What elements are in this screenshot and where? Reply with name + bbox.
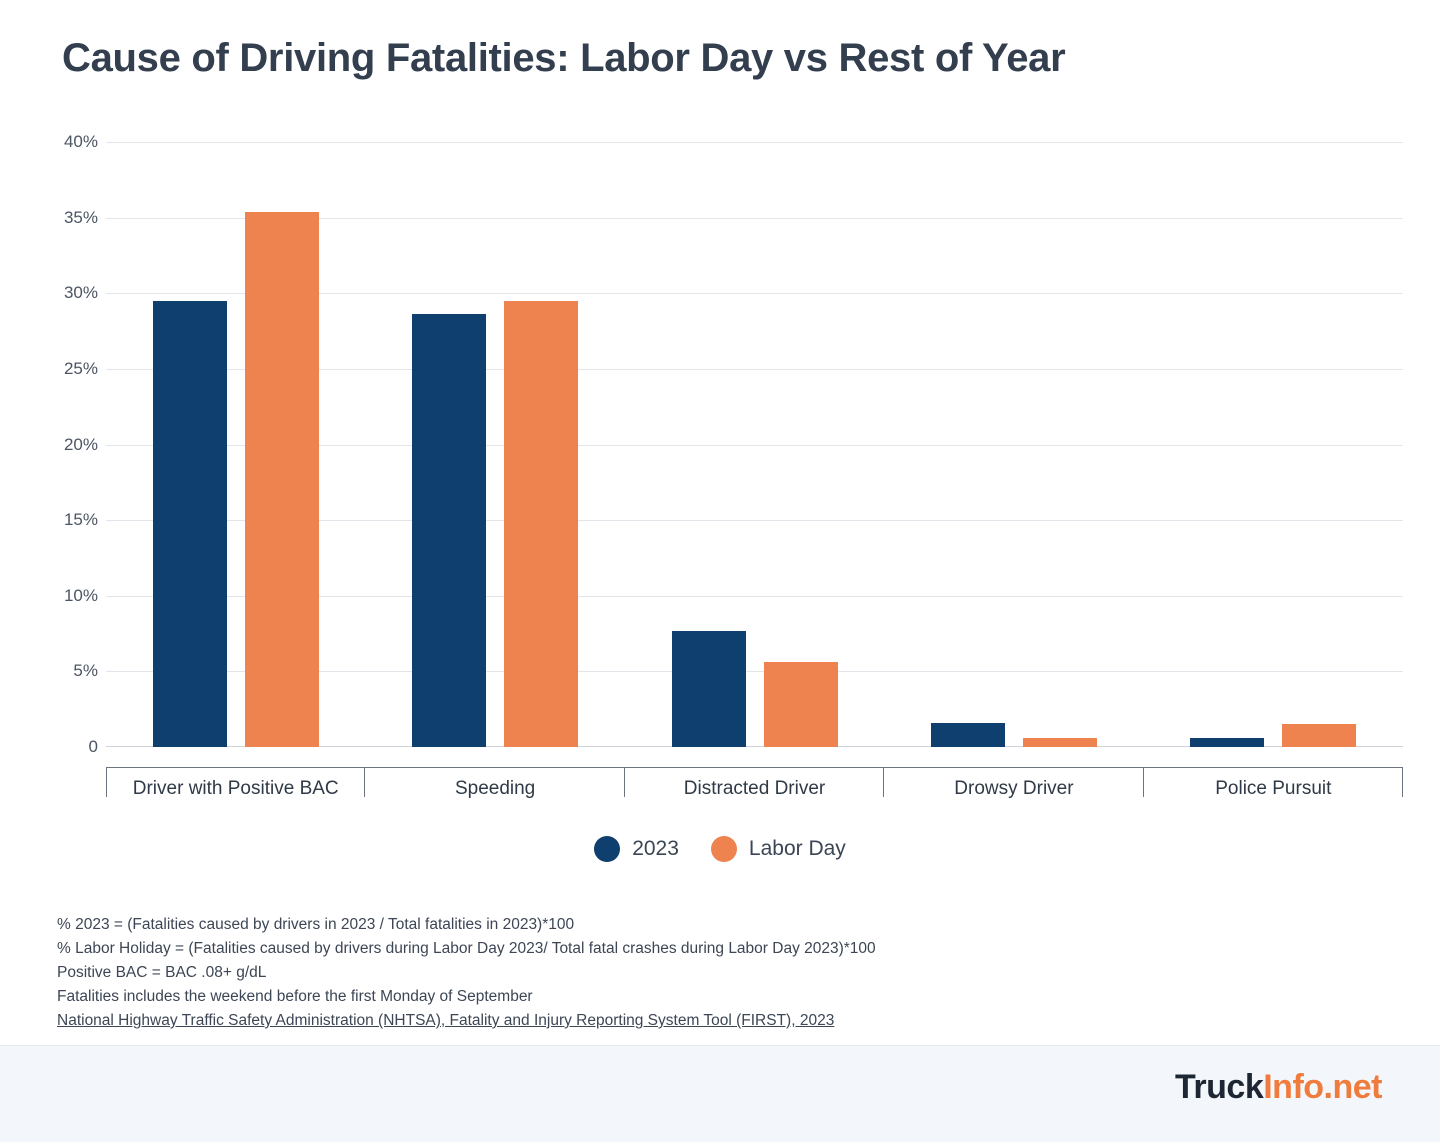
legend-label: Labor Day [748,837,846,860]
legend-label: 2023 [632,837,679,860]
category-text: Speeding [454,778,536,799]
category-axis [106,767,1403,813]
bar-group-speeding [365,142,624,747]
bar-labor-day[interactable] [1023,738,1097,747]
chart-legend [0,836,1440,862]
bar-group-drowsy-driver [884,142,1143,747]
y-tick-label: 5% [73,661,98,681]
brand-accent-text: Info.net [1263,1068,1382,1106]
footer-bar [0,1045,1440,1142]
bar-group-distracted-driver [625,142,884,747]
legend-item-labor-day[interactable] [711,836,846,862]
y-axis-labels [48,132,106,756]
bar-2023[interactable] [153,301,227,747]
bar-labor-day[interactable] [764,662,838,747]
bar-group-police-pursuit [1144,142,1403,747]
category-label-4 [1144,767,1403,813]
note-line: Positive BAC = BAC .08+ g/dL [57,964,267,981]
y-tick-label: 20% [63,434,98,454]
axis-tick [106,767,107,797]
category-text: Police Pursuit [1215,778,1332,799]
note-line: % Labor Holiday = (Fatalities caused by drivers during Labor Day 2023/ Total fatal crashes during Labor Day 2023)*100 [57,940,876,957]
bar-2023[interactable] [412,314,486,747]
category-text: Driver with Positive BAC [132,778,339,799]
legend-swatch-icon [594,836,620,862]
legend-swatch-icon [711,836,737,862]
category-label-3 [884,767,1143,813]
category-label-1 [365,767,624,813]
source-citation[interactable]: National Highway Traffic Safety Administration (NHTSA), Fatality and Injury Reporting System Tool (FIRST), 2023 [57,1012,835,1029]
y-tick-label: 25% [63,358,98,378]
y-tick-label: 35% [63,207,98,227]
page-title: Cause of Driving Fatalities: Labor Day vs Rest of Year [62,36,1066,80]
brand-logo[interactable] [1175,1068,1382,1107]
bar-labor-day[interactable] [245,212,319,747]
category-label-2 [625,767,884,813]
y-tick-label: 40% [63,132,98,151]
y-tick-label: 10% [63,585,98,605]
legend-item-2023[interactable] [594,836,679,862]
chart-notes [57,913,1357,1033]
bar-groups [106,142,1403,747]
axis-tick [1402,767,1403,797]
y-tick-label: 0 [88,737,98,756]
category-label-0 [106,767,365,813]
bar-2023[interactable] [931,723,1005,747]
plot-area [48,132,1403,767]
category-text: Drowsy Driver [954,778,1074,799]
note-line: % 2023 = (Fatalities caused by drivers in 2023 / Total fatalities in 2023)*100 [57,916,575,933]
bar-labor-day[interactable] [504,301,578,747]
bar-2023[interactable] [672,631,746,747]
y-tick-label: 30% [63,283,98,303]
note-line: Fatalities includes the weekend before the first Monday of September [57,988,533,1005]
bar-2023[interactable] [1190,738,1264,747]
brand-primary-text: Truck [1175,1068,1264,1106]
category-text: Distracted Driver [683,778,826,799]
bar-labor-day[interactable] [1282,724,1356,747]
bar-group-driver-with-positive-bac [106,142,365,747]
y-tick-label: 15% [63,510,98,530]
